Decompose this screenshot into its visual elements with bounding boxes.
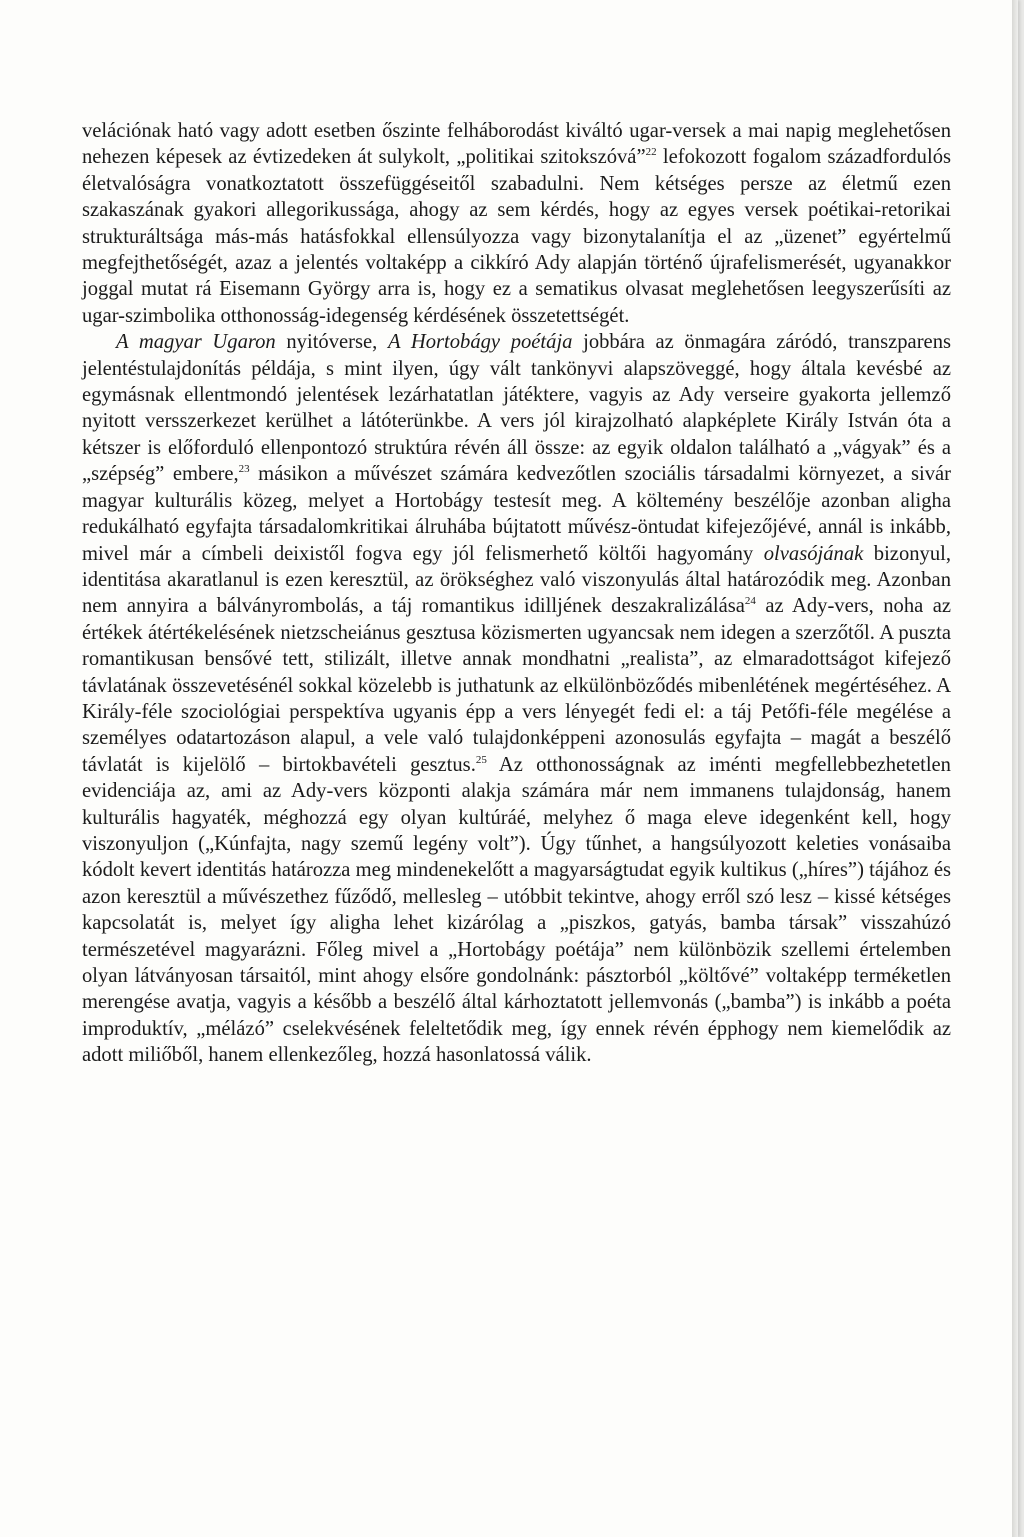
text-run: másikon a művészet számára kedvezőtlen szociális társadalmi környezet, a sivár magyar kulturális közeg, melyet a Hortobágy testesít meg. A költemény beszélője azonban aligha redukálható egyfajta társadalomkritikai álruhába bújtatott művész-öntudat kifejezőjévé, annál is inkább, mivel már a címbeli deixistől fogva egy jól felismerhető költői hagyomány [82,463,951,565]
italic-title: olvasójának [763,542,864,565]
italic-title: A magyar Ugaron [116,331,276,354]
footnote-marker: 23 [238,463,250,476]
text-run: velációnak ható vagy adott esetben őszinte felháborodást kiváltó ugar-versek a mai napig meglehetősen nehezen képesek az évtizedeken át sulykolt, „politikai szitokszóvá” [82,120,951,169]
page-edge [1012,0,1018,1537]
paragraph-1 [82,118,951,329]
footnote-marker: 25 [475,753,487,766]
italic-title: A Hortobágy poétája [387,331,573,354]
text-run: lefokozott fogalom századfordulós életvalóságra vonatkoztatott összefüggéseitől szabadulni. Nem kétséges persze az életmű ezen szakaszának gyakori allegorikussága, ahogy az sem kérdés, hogy az egyes versek poétikai-retorikai strukturáltsága más-más hatásfokkal ellensúlyozza vagy bizonytalanítja el az „üzenet” egyértelmű megfejthetőségét, azaz a jelentés voltaképp a cikkíró Ady alapján történő újrafelismerését, ugyanakkor joggal mutat rá Eisemann György arra is, hogy ez a sematikus olvasat meglehetősen leegyszerűsíti az ugar-szimbolika otthonosság-idegenség kérdésének összetettségét. [82,146,952,327]
footnote-marker: 24 [744,595,756,608]
text-run: jobbára az önmagára záródó, transzparens jelentéstulajdonítás példája, s mint ilyen, úgy vált tankönyvi alapszöveggé, hogy általa kevésbé az egymásnak ellentmondó jelentések lezárhatatlan játéktere, vagyis az Ady verseire gyakorta jellemző nyitott versszerkezet kerülhet a látóterünkbe. A vers jól kirajzolható alapképlete Király István óta a kétszer is előforduló ellenpontozó struktúra révén áll össze: az egyik oldalon található a „vágyak” és a „szépség” embere, [82,331,952,486]
text-run: bizonyul, identitása akaratlanul is ezen keresztül, az örökséghez való viszonyulás által határozódik meg. Azonban nem annyira a bálványrombolás, a táj romantikus idilljének deszakralizálása [82,542,952,618]
footnote-marker: 22 [645,146,657,159]
text-run: Az otthonosságnak az iménti megfellebbezhetetlen evidenciája az, ami az Ady-vers központi alakja számára már nem immanens tulajdonság, hanem kulturális hagyaték, méghozzá egy olyan kultúráé, melyhez ő maga eleve idegenként kell, hogy viszonyuljon („Kúnfajta, nagy szemű legény volt”). Úgy tűnhet, a hangsúlyozott keleties vonásaiba kódolt kevert identitás határozza meg mindenekelőtt a magyarságtudat egyik kultikus („híres”) tájához és azon keresztül a művészethez fűződő, mellesleg – utóbbit tekintve, ahogy erről szó lesz – kissé kétséges kapcsolatát is, melyet így aligha lehet kizárólag a „piszkos, gatyás, bamba társak” visszahúzó természetével magyarázni. Főleg mivel a „Hortobágy poétája” nem különbözik szellemi értelemben olyan látványosan társaitól, mint ahogy elsőre gondolnánk: pásztorból „költővé” voltaképp terméketlen merengése avatja, vagyis a később a beszélő által kárhoztatott jellemvonás („bamba”) is inkább a poéta improduktív, „mélázó” cselekvésének feleltetődik meg, így ennek révén épphogy nem kiemelődik az adott miliőből, hanem ellenkezőleg, hozzá hasonlatossá válik. [82,753,951,1067]
paragraph-2 [82,329,951,1068]
body-text [82,118,951,1069]
text-run: az Ady-vers, noha az értékek átértékelésének nietzscheiánus gesztusa közismerten ugyancsak nem idegen a szerzőtől. A puszta romantikusan bensővé tett, stilizált, illetve annak mondhatni „realista”, az elmaradottságot kifejező távlatának összevetésénél sokkal közelebb is juthatunk az elkülönböződés mibenlétének megértéséhez. A Király-féle szociológiai perspektíva ugyanis épp a vers lényegét fedi el: a táj Petőfi-féle megélése a személyes odatartozáson alapul, a vele való tulajdonképpeni azonosulás egyfajta – magát a beszélő távlatát is kijelölő – birtokbavételi gesztus. [82,595,951,776]
text-run: nyitóverse, [275,331,388,354]
